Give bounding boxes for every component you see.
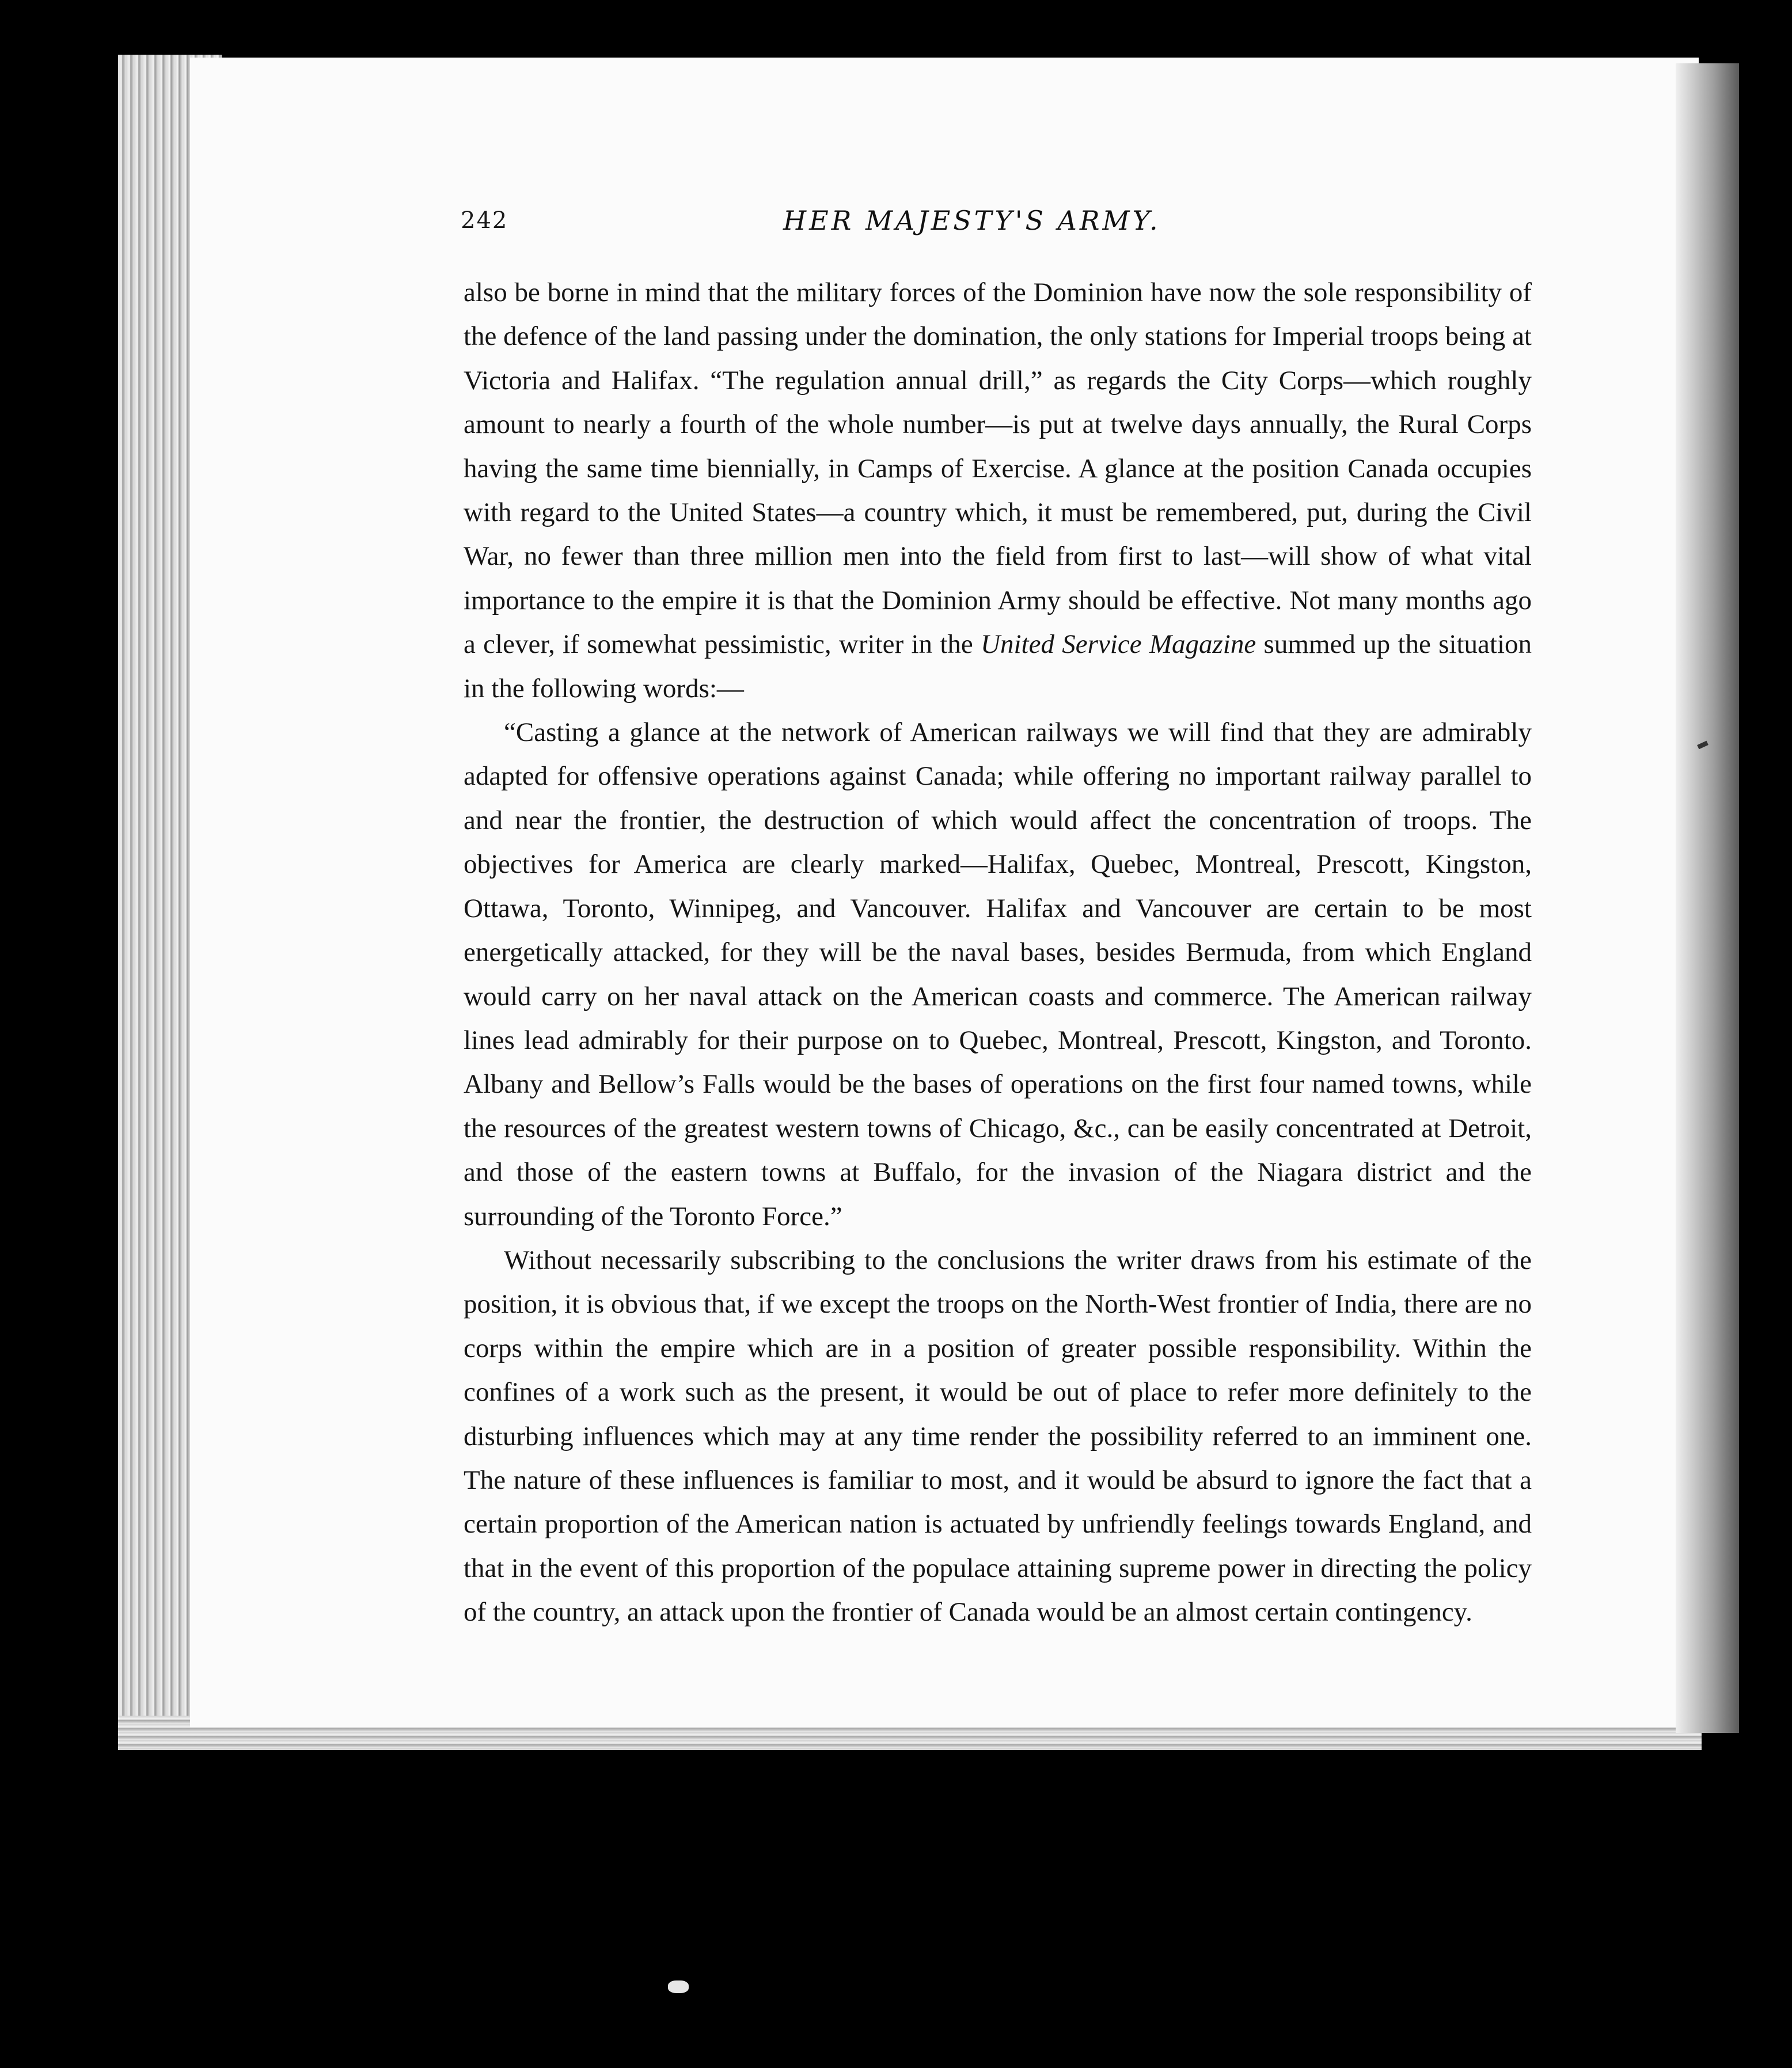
paragraph-3: Without necessarily subscribing to the conclusions the writer draws from his estimate of the position, it is obvious that, if we except the troops on the North-West frontier of India, there are no corps within the empire which are in a position of greater possible responsibility. Within the confines of a work such as the present, it would be out of place to refer more definitely to the disturbing influences which may at any time render the possibility referred to an imminent one. The nature of these influences is familiar to most, and it would be absurd to ignore the fact that a certain proportion of the American nation is actuated by unfriendly feelings towards England, and that in the event of this proportion of the populace attaining supreme power in directing the policy of the country, an attack upon the frontier of Canada would be an almost certain contingency. (464, 1245, 1532, 1628)
binding-shadow (1676, 63, 1739, 1733)
paragraph-2-quotation: “Casting a glance at the network of American railways we will find that they are admirably adapted for offensive operations against Canada; while offering no important railway parallel to and near the frontier, the destruction of which would affect the concentration of troops. The objectives for America are clearly marked—Halifax, Quebec, Montreal, Prescott, Kingston, Ottawa, Toronto, Winnipeg, and Vancouver. Halifax and Vancouver are certain to be most energetically attacked, for they will be the naval bases, besides Bermuda, from which England would carry on her naval attack on the American coasts and commerce. The American railway lines lead admirably for their purpose on to Quebec, Montreal, Prescott, Kingston, and Toronto. Albany and Bellow’s Falls would be the bases of operations on the first four named towns, while the resources of the greatest western towns of Chicago, &c., can be easily concentrated at Detroit, and those of the eastern towns at Buffalo, for the invasion of the Niagara district and the surrounding of the Toronto Force.” (464, 717, 1532, 1231)
magazine-title: United Service Magazine (981, 629, 1256, 660)
page-header (461, 207, 1526, 248)
paragraph-1 (464, 271, 1532, 710)
running-head: HER MAJESTY'S ARMY. (783, 205, 1161, 236)
page-number: 242 (461, 207, 508, 234)
scan-speck (668, 1980, 689, 1993)
body-text (464, 271, 1532, 1634)
paragraph-1-text-b: summed up the situation in the following words:— (464, 629, 1532, 704)
paragraph-1-text-a: also be borne in mind that the military forces of the Dominion have now the sole responsibility of the defence of the land passing under the domination, the only stations for Imperial troops being at Victoria and Halifax. “The regulation annual drill,” as regards the City Corps—which roughly amount to nearly a fourth of the whole number—is put at twelve days annually, the Rural Corps having the same time biennially, in Camps of Exercise. A glance at the position Canada occupies with regard to the United States—a country which, it must be remembered, put, during the Civil War, no fewer than three million men into the field from first to last—will show of what vital importance to the empire it is that the Dominion Army should be effective. Not many months ago a clever, if somewhat pessimistic, writer in the (464, 277, 1532, 660)
